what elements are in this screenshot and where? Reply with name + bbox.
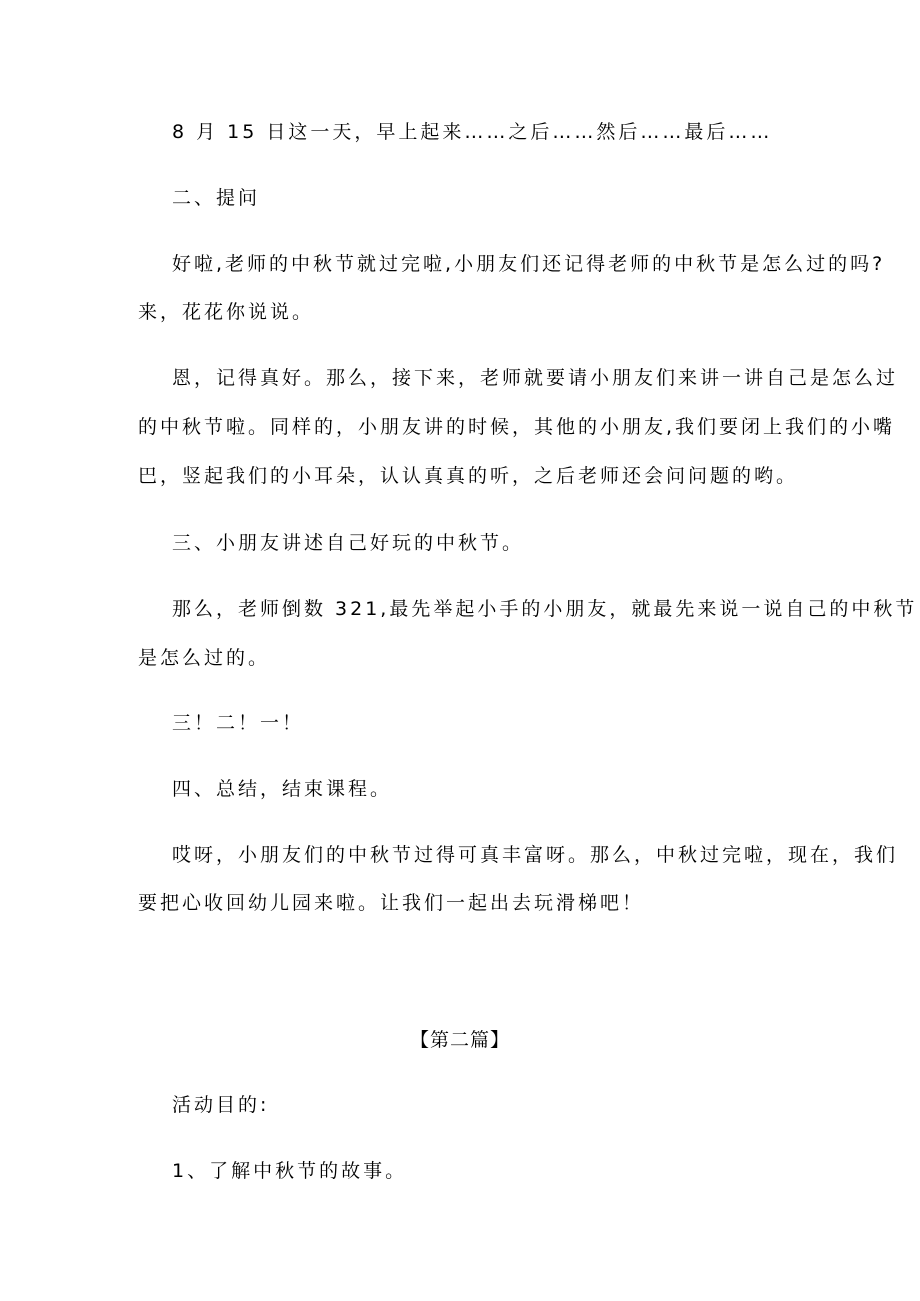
paragraph-line: 8 月 15 日这一天，早上起来……之后……然后……最后…… [172,121,773,143]
paragraph-line: 的中秋节啦。同样的，小朋友讲的时候，其他的小朋友,我们要闭上我们的小嘴 [138,416,896,438]
paragraph-line: 来，花花你说说。 [138,301,315,323]
section-heading-question: 二、提问 [172,187,261,209]
paragraph-line: 哎呀，小朋友们的中秋节过得可真丰富呀。那么，中秋过完啦，现在，我们 [172,844,899,866]
paragraph-line: 那么，老师倒数 321,最先举起小手的小朋友，就最先来说一说自己的中秋节 [172,598,918,620]
list-item: 1、了解中秋节的故事。 [172,1160,408,1182]
paragraph-line: 三！二！一！ [172,712,305,734]
section-heading-summary: 四、总结，结束课程。 [172,778,393,800]
paragraph-line: 要把心收回幼儿园来啦。让我们一起出去玩滑梯吧！ [138,892,645,914]
part-two-title: 【第二篇】 [409,1029,510,1051]
paragraph-line: 巴，竖起我们的小耳朵，认认真真的听，之后老师还会问问题的哟。 [138,465,799,487]
paragraph-line: 好啦,老师的中秋节就过完啦,小朋友们还记得老师的中秋节是怎么过的吗? [172,253,886,275]
paragraph-line: 恩，记得真好。那么，接下来，老师就要请小朋友们来讲一讲自己是怎么过 [172,367,899,389]
paragraph-line: 是怎么过的。 [138,647,271,669]
activity-goal-heading: 活动目的: [172,1094,270,1116]
section-heading-storytelling: 三、小朋友讲述自己好玩的中秋节。 [172,532,525,554]
